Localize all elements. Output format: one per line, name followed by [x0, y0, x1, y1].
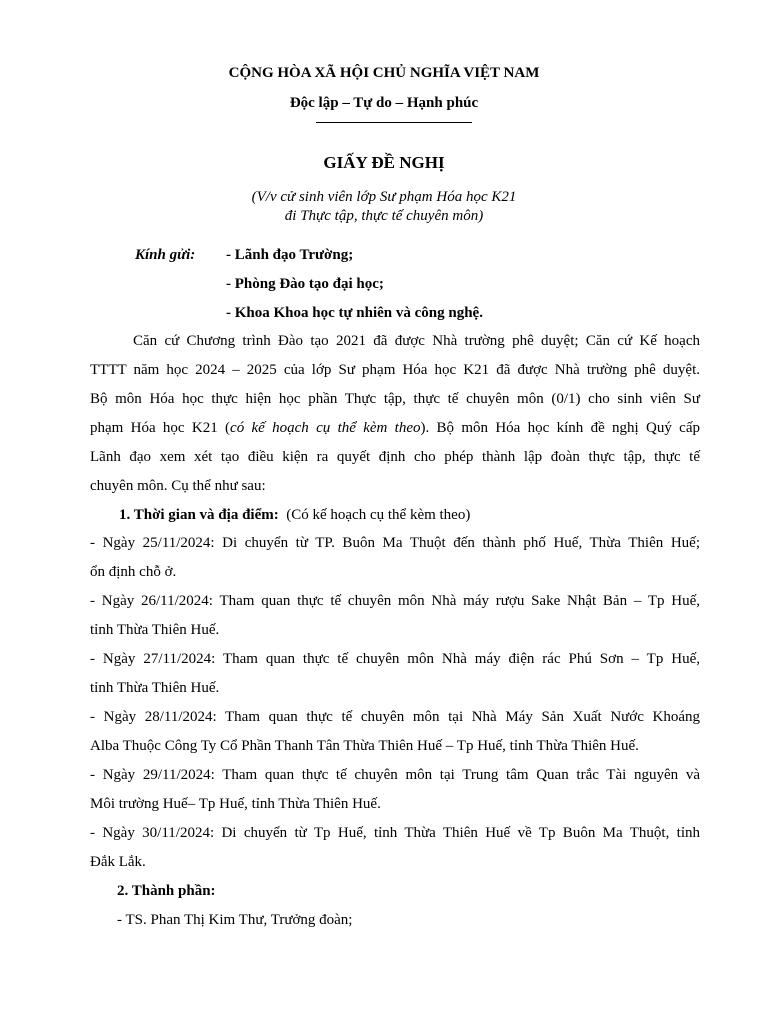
intro-text: phạm Hóa học K21 ( — [90, 420, 231, 436]
schedule-item-line: tỉnh Thừa Thiên Huế. — [90, 680, 220, 696]
intro-line: TTTT năm học 2024 – 2025 của lớp Sư phạm Hóa học K21 đã được Nhà trường phê duyệt. — [90, 362, 700, 378]
document-title: GIẤY ĐỀ NGHỊ — [323, 153, 445, 172]
intro-text: ). Bộ môn Hóa học kính đề nghị Quý cấp — [420, 420, 700, 436]
intro-line: Bộ môn Hóa học thực hiện học phần Thực tập, thực tế chuyên môn (0/1) cho sinh viên Sư — [90, 391, 700, 407]
intro-paragraph — [90, 327, 700, 501]
intro-line: chuyên môn. Cụ thể như sau: — [90, 478, 266, 494]
schedule-item-line: - Ngày 25/11/2024: Di chuyển từ TP. Buôn Ma Thuột đến thành phố Huế, Thừa Thiên Huế; — [90, 535, 700, 551]
schedule-item-line: Alba Thuộc Công Ty Cổ Phần Thanh Tân Thừa Thiên Huế – Tp Huế, tỉnh Thừa Thiên Huế. — [90, 738, 639, 754]
country-name: CỘNG HÒA XÃ HỘI CHỦ NGHĨA VIỆT NAM — [228, 65, 540, 81]
recipient-item: - Lãnh đạo Trường; — [226, 247, 354, 263]
section1-heading: 1. Thời gian và địa điểm: — [119, 507, 279, 523]
intro-line: Căn cứ Chương trình Đào tạo 2021 đã được Nhà trường phê duyệt; Căn cứ Kế hoạch — [133, 333, 700, 349]
member-item: - TS. Phan Thị Kim Thư, Trưởng đoàn; — [117, 912, 353, 928]
schedule-item-line: Môi trường Huế– Tp Huế, tỉnh Thừa Thiên Huế. — [90, 796, 381, 812]
header-divider — [316, 122, 472, 123]
section1-note: (Có kế hoạch cụ thể kèm theo) — [286, 507, 471, 523]
section2-heading: 2. Thành phần: — [117, 883, 216, 899]
section1-heading-row — [119, 505, 470, 525]
subject-line-1: (V/v cử sinh viên lớp Sư phạm Hóa học K21 — [251, 189, 517, 205]
national-motto: Độc lập – Tự do – Hạnh phúc — [289, 95, 479, 111]
schedule-item-line: ổn định chỗ ở. — [90, 564, 177, 580]
intro-emphasis: có kế hoạch cụ thể kèm theo — [230, 420, 421, 436]
recipients-label: Kính gửi: — [135, 247, 196, 263]
schedule-list — [90, 529, 700, 877]
recipient-item: - Khoa Khoa học tự nhiên và công nghệ. — [226, 305, 483, 321]
schedule-item-line: tỉnh Thừa Thiên Huế. — [90, 622, 220, 638]
schedule-item-line: - Ngày 26/11/2024: Tham quan thực tế chuyên môn Nhà máy rượu Sake Nhật Bản – Tp Huế, — [90, 593, 700, 609]
schedule-item-line: - Ngày 27/11/2024: Tham quan thực tế chuyên môn Nhà máy điện rác Phú Sơn – Tp Huế, — [90, 651, 700, 667]
schedule-item-line: - Ngày 29/11/2024: Tham quan thực tế chuyên môn tại Trung tâm Quan trắc Tài nguyên và — [90, 767, 700, 783]
subject-line-2: đi Thực tập, thực tế chuyên môn) — [284, 208, 484, 224]
intro-line: Lãnh đạo xem xét tạo điều kiện ra quyết định cho phép thành lập đoàn thực tập, thực tế — [90, 449, 700, 465]
recipient-item: - Phòng Đào tạo đại học; — [226, 276, 384, 292]
intro-line — [90, 414, 700, 443]
schedule-item-line: - Ngày 30/11/2024: Di chuyển từ Tp Huế, tỉnh Thừa Thiên Huế về Tp Buôn Ma Thuột, tỉnh — [90, 825, 700, 841]
schedule-item-line: Đắk Lắk. — [90, 854, 146, 870]
schedule-item-line: - Ngày 28/11/2024: Tham quan thực tế chuyên môn tại Nhà Máy Sản Xuất Nước Khoáng — [90, 709, 700, 725]
